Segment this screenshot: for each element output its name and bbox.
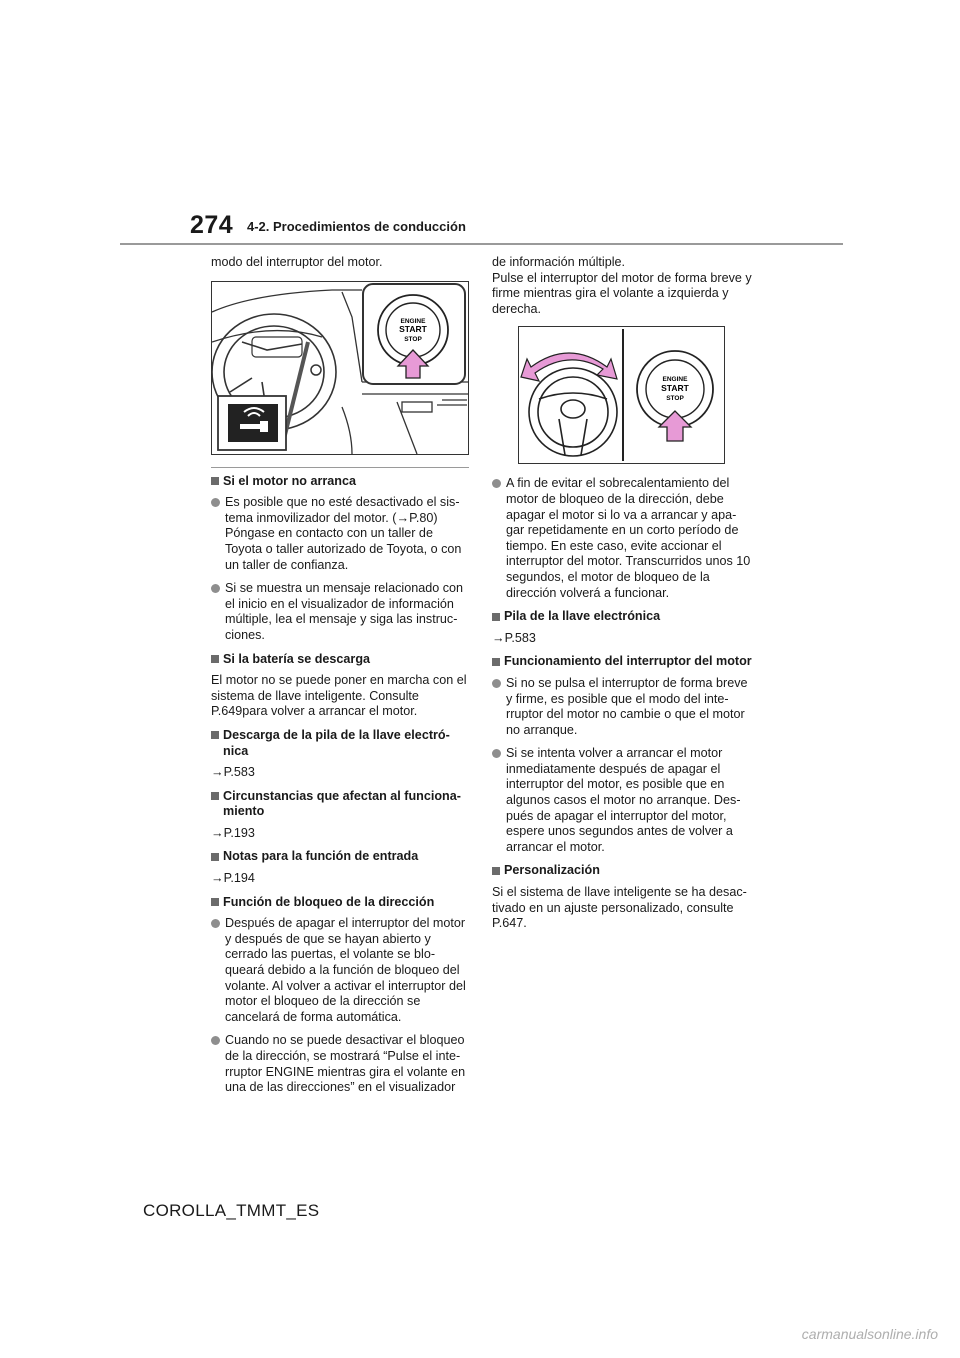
battery-text: El motor no se puede poner en marcha con el sistema de llave inteligente. Consulte P.649para volver a arrancar el motor. [211,673,467,719]
intro-text: modo del interruptor del motor. [211,255,383,269]
heading-text: Funcionamiento del interruptor del motor [504,654,752,669]
button-label-1: ENGINE [400,317,426,325]
heading-text: Personalización [504,863,600,878]
bullet-text: Si se muestra un mensaje relacionado con el inicio en el visualizador de información múltiple, lea el mensaje y siga las instruc-ciones. [225,581,464,642]
bullet-item [211,495,469,573]
customization-text: Si el sistema de llave inteligente se ha desac-tivado en un ajuste personalizado, consulte P.647. [492,885,747,931]
bullet-text: Cuando no se puede desactivar el bloqueo de la dirección, se mostrará “Pulse el inte-rruptor ENGINE mientras gira el volante en una de las direcciones” en el visualizador [225,1033,466,1095]
heading-circumstances [211,789,469,820]
square-bullet-icon [211,792,219,800]
heading-notes [211,849,469,865]
heading-text: Función de bloqueo de la dirección [223,894,435,909]
square-bullet-icon [492,867,500,875]
heading-customization [492,863,754,879]
button-label-3: STOP [404,335,422,343]
bullet-item [492,476,754,601]
heading-text: Pila de la llave electrónica [504,609,661,624]
heading-engine-switch [492,654,754,670]
round-bullet-icon [211,919,220,928]
bullet-item [211,581,469,643]
square-bullet-icon [211,477,219,485]
bullet-item [492,676,754,738]
round-bullet-icon [211,584,220,593]
page-reference[interactable]: →P.583 [492,630,536,645]
button-label-3: STOP [666,395,684,403]
left-column [211,255,469,1104]
heading-key-battery [211,728,469,759]
steering-wheel-icon [529,368,617,456]
header-rule [120,243,843,245]
square-bullet-icon [211,853,219,861]
square-bullet-icon [492,613,500,621]
page-reference[interactable]: →P.193 [211,825,255,840]
bullet-text: Si no se pulsa el interruptor de forma breve y firme, es posible que el modo del inte-rruptor del motor no cambie o que el motor no arranque. [506,675,748,737]
heading-text: Si la batería se descarga [223,651,371,666]
continued-text [492,255,754,271]
heading-key-battery [492,609,754,625]
dashboard-illustration [212,282,468,454]
button-label-2: START [661,383,689,394]
page-reference[interactable]: →P.583 [211,765,255,780]
section-title: 4-2. Procedimientos de conducción [247,219,466,234]
square-bullet-icon [492,658,500,666]
button-label-1: ENGINE [662,376,688,384]
heading-text: Si el motor no arranca [223,473,356,488]
section-divider [211,467,469,468]
bullet-text: Es posible que no esté desactivado el sis-tema inmovilizador del motor. (→P.80) Póngase en contacto con un taller de Toyota o taller autorizado de Toyota, o con un taller de confianza. [225,495,462,572]
round-bullet-icon [211,1036,220,1045]
figure-dashboard [211,281,469,455]
figure-steering-and-button [518,326,725,464]
right-column [492,255,754,940]
bullet-item [492,746,754,855]
continued-paragraph: Pulse el interruptor del motor de forma breve y firme mientras gira el volante a izquierda y derecha. [492,270,752,316]
round-bullet-icon [211,498,220,507]
continued-line: de información múltiple. [492,255,625,269]
footer-code: COROLLA_TMMT_ES [143,1201,320,1220]
key-warning-callout [218,396,286,450]
watermark[interactable]: carmanualsonline.info [801,1326,938,1342]
engine-button [637,351,713,441]
round-bullet-icon [492,749,501,758]
heading-steering-lock [211,895,469,911]
round-bullet-icon [492,479,501,488]
bullet-text: Si se intenta volver a arrancar el motor inmediatamente después de apagar el interruptor del motor, es posible que en algunos casos el motor no arranque. Des-pués de apagar el interruptor del motor, espere unos segundos antes de volver a arrancar el motor. [506,746,741,854]
page-reference[interactable]: →P.194 [211,871,255,886]
button-label-2: START [399,323,427,334]
page-number: 274 [190,211,234,239]
engine-button-callout [363,284,465,384]
heading-no-start [211,474,469,490]
heading-text: Descarga de la pila de la llave electró-nica [223,727,450,758]
square-bullet-icon [211,655,219,663]
bullet-item [211,916,469,1025]
heading-text: Circunstancias que afectan al funciona-miento [223,788,461,819]
heading-battery [211,652,469,668]
steering-button-illustration [519,327,724,463]
bullet-text: A fin de evitar el sobrecalentamiento del motor de bloqueo de la dirección, debe apagar el motor si lo va a arrancar y apa-gar repetidamente en un corto período de tiempo. En este caso, evite accionar el interruptor del motor. Transcurridos unos 10 segundos, el motor de bloqueo de la dirección volverá a funcionar. [506,476,751,600]
heading-text: Notas para la función de entrada [223,849,419,864]
round-bullet-icon [492,679,501,688]
bullet-text: Después de apagar el interruptor del motor y después de que se hayan abierto y cerrado las puertas, el volante se blo-queará debido a la función de bloqueo del volante. Al volver a activar el interruptor del motor el bloqueo de la dirección se cancelará de forma automática. [225,916,466,1024]
square-bullet-icon [211,731,219,739]
square-bullet-icon [211,898,219,906]
bullet-item [211,1033,469,1095]
